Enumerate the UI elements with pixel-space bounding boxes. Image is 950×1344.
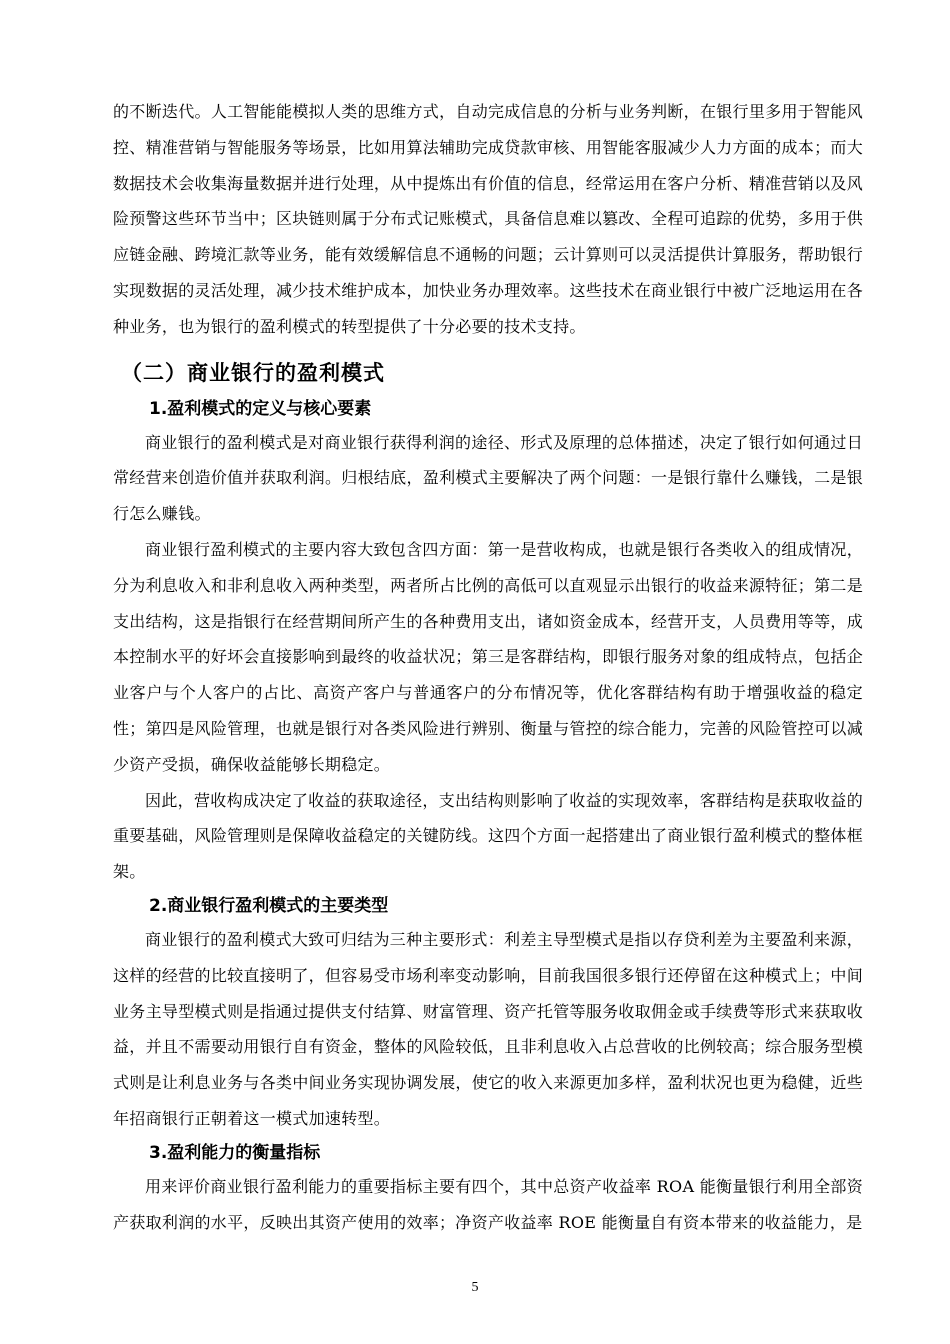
subsection-3-heading: 3.盈利能力的衡量指标	[149, 1142, 321, 1163]
page-number: 5	[471, 1280, 479, 1295]
subsection-3-paragraph-1: 用来评价商业银行盈利能力的重要指标主要有四个，其中总资产收益率 ROA 能衡量银行利用全部资产获取利润的水平，反映出其资产使用的效率；净资产收益率 ROE 能衡量自有资本带来的收益能力，是	[113, 1176, 863, 1232]
subsection-2-paragraph-1: 商业银行的盈利模式大致可归结为三种主要形式：利差主导型模式是指以存贷利差为主要盈利来源，这样的经营的比较直接明了，但容易受市场利率变动影响，目前我国很多银行还停留在这种模式上；中间业务主导型模式则是指通过提供支付结算、财富管理、资产托管等服务收取佣金或手续费等形式来获取收益，并且不需要动用银行自有资金，整体的风险较低，且非利息收入占总营收的比例较高；综合服务型模式则是让利息业务与各类中间业务实现协调发展，使它的收入来源更加多样，盈利状况也更为稳健，近些年招商银行正朝着这一模式加速转型。	[113, 929, 863, 1128]
subsection-1-paragraph-1: 商业银行的盈利模式是对商业银行获得利润的途径、形式及原理的总体描述，决定了银行如何通过日常经营来创造价值并获取利润。归根结底，盈利模式主要解决了两个问题：一是银行靠什么赚钱，二是银行怎么赚钱。	[113, 432, 863, 524]
section-heading: （二）商业银行的盈利模式	[121, 360, 385, 385]
subsection-2-heading: 2.商业银行盈利模式的主要类型	[149, 895, 389, 916]
subsection-1-paragraph-3: 因此，营收构成决定了收益的获取途径，支出结构则影响了收益的实现效率，客群结构是获取收益的重要基础，风险管理则是保障收益稳定的关键防线。这四个方面一起搭建出了商业银行盈利模式的整体框架。	[113, 790, 863, 882]
subsection-1-heading: 1.盈利模式的定义与核心要素	[149, 398, 372, 419]
document-body	[113, 94, 863, 1240]
subsection-1-paragraph-2: 商业银行盈利模式的主要内容大致包含四方面：第一是营收构成，也就是银行各类收入的组成情况，分为利息收入和非利息收入两种类型，两者所占比例的高低可以直观显示出银行的收益来源特征；第二是支出结构，这是指银行在经营期间所产生的各种费用支出，诸如资金成本，经营开支，人员费用等等，成本控制水平的好坏会直接影响到最终的收益状况；第三是客群结构，即银行服务对象的组成特点，包括企业客户与个人客户的占比、高资产客户与普通客户的分布情况等，优化客群结构有助于增强收益的稳定性；第四是风险管理，也就是银行对各类风险进行辨别、衡量与管控的综合能力，完善的风险管控可以减少资产受损，确保收益能够长期稳定。	[113, 539, 863, 774]
intro-paragraph: 的不断迭代。人工智能能模拟人类的思维方式，自动完成信息的分析与业务判断，在银行里多用于智能风控、精准营销与智能服务等场景，比如用算法辅助完成贷款审核、用智能客服减少人力方面的成本；而大数据技术会收集海量数据并进行处理，从中提炼出有价值的信息，经常运用在客户分析、精准营销以及风险预警这些环节当中；区块链则属于分布式记账模式，具备信息难以篡改、全程可追踪的优势，多用于供应链金融、跨境汇款等业务，能有效缓解信息不通畅的问题；云计算则可以灵活提供计算服务，帮助银行实现数据的灵活处理，减少技术维护成本，加快业务办理效率。这些技术在商业银行中被广泛地运用在各种业务，也为银行的盈利模式的转型提供了十分必要的技术支持。	[113, 102, 863, 336]
